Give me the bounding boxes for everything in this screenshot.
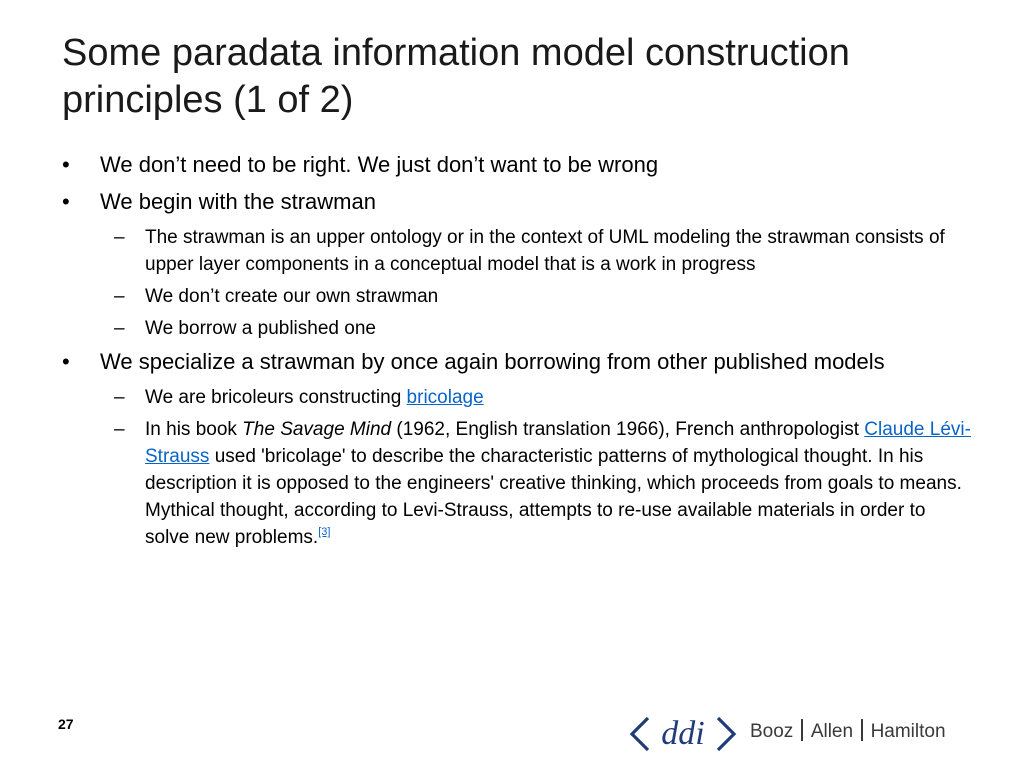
booz-allen-hamilton-logo [750,719,946,743]
sub-bullet-text: used 'bricolage' to describe the characteristic patterns of mythological thought. In his description it is opposed to the engineers' creative thinking, which proceeds from goals to means. Mythical thought, according to Levi-Strauss, attempts to re-use available materials in order to solve new problems. [145,446,962,548]
logo-divider [861,719,863,741]
bullet-marker: • [62,349,70,374]
sub-bullet-text: We borrow a published one [145,318,376,339]
bullet-text: We begin with the strawman [100,189,376,214]
bricolage-link[interactable]: bricolage [406,387,484,408]
sub-bullet-item [62,416,972,551]
bullet-item [62,347,972,376]
sub-bullet-item [62,283,972,310]
logo-word-booz: Booz [750,721,794,742]
slide-body [62,150,972,556]
page-number: 27 [58,716,74,732]
bullet-marker: • [62,152,70,177]
sub-bullet-marker: – [114,318,125,339]
slide-title: Some paradata information model construction principles (1 of 2) [62,32,850,121]
sub-bullet-text: We are bricoleurs constructing [145,387,407,408]
logo-word-hamilton: Hamilton [870,721,946,742]
sub-bullet-item [62,384,972,411]
sub-bullet-text: We don’t create our own strawman [145,286,439,307]
reference-link[interactable]: [3] [318,526,331,538]
sub-bullet-text: The strawman is an upper ontology or in the context of UML modeling the strawman consists of upper layer components in a conceptual model that is a work in progress [145,227,945,275]
ddi-logo [628,708,738,752]
bullet-text: We don’t need to be right. We just don’t want to be wrong [100,152,659,177]
sub-bullet-text: (1962, English translation 1966), French anthropologist [391,419,865,440]
ddi-logo-text: ddi [661,715,705,752]
logo-divider [801,719,803,741]
bullet-item [62,150,972,179]
sub-bullet-text: In his book [145,419,243,440]
sub-bullet-marker: – [114,227,125,248]
sub-bullet-item [62,315,972,342]
sub-bullet-marker: – [114,387,125,408]
book-title: The Savage Mind [242,419,392,440]
logo-word-allen: Allen [810,721,854,742]
bullet-marker: • [62,189,70,214]
sub-bullet-item [62,224,972,278]
sub-bullet-marker: – [114,419,125,440]
bullet-text: We specialize a strawman by once again borrowing from other published models [100,349,885,374]
sub-bullet-marker: – [114,286,125,307]
claude-levi-strauss-link[interactable]: Claude Lévi-Strauss [145,419,971,467]
bullet-item [62,187,972,216]
